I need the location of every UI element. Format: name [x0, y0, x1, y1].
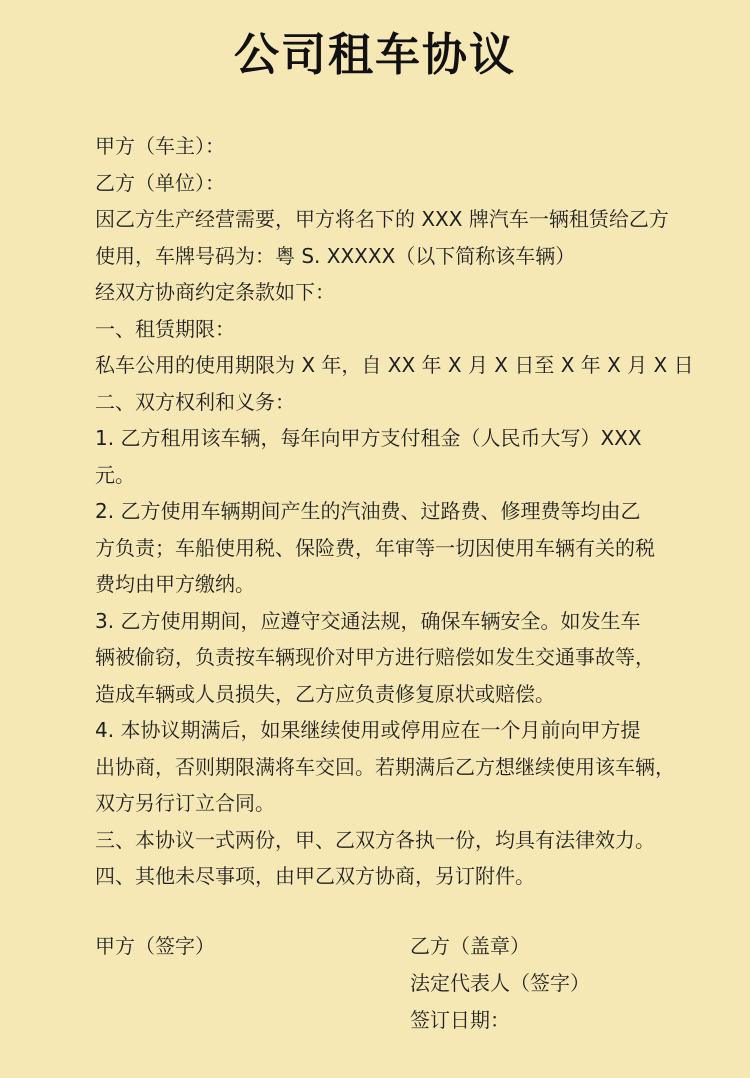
party-a-signature-block: [95, 928, 215, 964]
party-a-line: 甲方（车主）：: [95, 134, 225, 158]
sign-date-label: 签订日期：: [410, 1008, 510, 1032]
section-2-heading: 二、双方权利和义务：: [95, 389, 295, 414]
clause-2-line-1: 2. 乙方使用车辆期间产生的汽油费、过路费、修理费等均由乙: [95, 499, 641, 523]
party-b-line: 乙方（单位）：: [95, 170, 225, 195]
section-3-text: 三、本协议一式两份，甲、乙双方各执一份，均具有法律效力。: [95, 827, 655, 852]
clause-4-line-3: 双方另行订立合同。: [95, 791, 275, 815]
party-b-signature-block: [410, 928, 590, 1039]
clause-4-line-2: 出协商，否则期限满将车交回。若期满后乙方想继续使用该车辆，: [95, 754, 675, 779]
intro-line-2: 使用，车牌号码为：粤 S. XXXXX（以下简称该车辆）: [95, 243, 576, 268]
party-a-sign-label: 甲方（签字）: [95, 934, 215, 958]
document-title: 公司租车协议: [233, 28, 516, 81]
terms-intro: 经双方协商约定条款如下：: [95, 280, 335, 304]
clause-3-line-3: 造成车辆或人员损失，乙方应负责修复原状或赔偿。: [95, 681, 555, 706]
clause-4-line-1: 4. 本协议期满后，如果继续使用或停用应在一个月前向甲方提: [95, 718, 641, 742]
agreement-body: [95, 128, 694, 895]
legal-rep-sign-label: 法定代表人（签字）: [410, 971, 590, 995]
clause-3-line-2: 辆被偷窃，负责按车辆现价对甲方进行赔偿如发生交通事故等，: [95, 645, 655, 669]
section-1-heading: 一、租赁期限：: [95, 316, 235, 341]
lease-term-text: 私车公用的使用期限为 X 年，自 XX 年 X 月 X 日至 X 年 X 月 X 日: [95, 353, 694, 377]
clause-2-line-3: 费均由甲方缴纳。: [95, 572, 255, 596]
clause-1-line-1: 1. 乙方租用该车辆，每年向甲方支付租金（人民币大写）XXX: [95, 426, 642, 450]
intro-line-1: 因乙方生产经营需要，甲方将名下的 XXX 牌汽车一辆租赁给乙方: [95, 207, 669, 231]
section-4-text: 四、其他未尽事项，由甲乙双方协商，另订附件。: [95, 864, 535, 888]
clause-3-line-1: 3. 乙方使用期间，应遵守交通法规，确保车辆安全。如发生车: [95, 608, 641, 633]
party-b-seal-label: 乙方（盖章）: [410, 934, 530, 958]
clause-1-line-2: 元。: [95, 462, 135, 487]
clause-2-line-2: 方负责；车船使用税、保险费，年审等一切因使用车辆有关的税: [95, 535, 655, 560]
